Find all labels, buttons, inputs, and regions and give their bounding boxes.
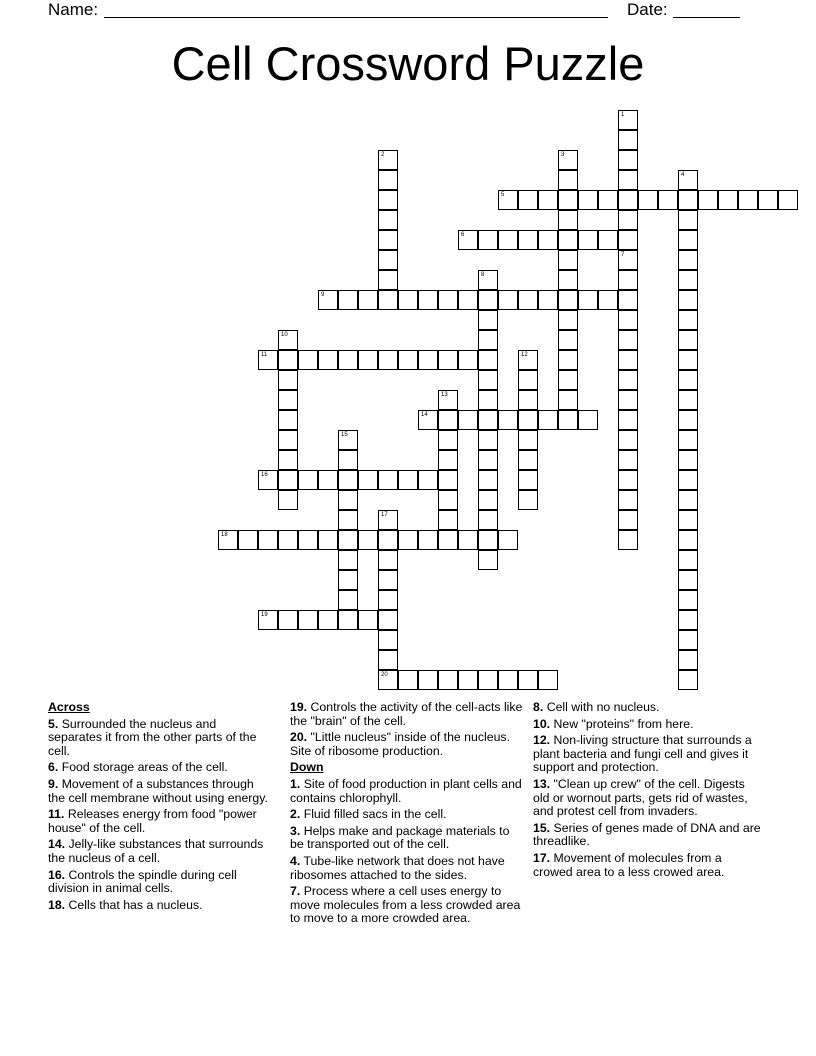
grid-cell[interactable]: [598, 230, 618, 250]
grid-cell[interactable]: [438, 410, 458, 430]
clue-across-18: 18. Cells that has a nucleus.: [48, 897, 203, 912]
clue-number: 19: [261, 612, 268, 618]
grid-cell[interactable]: [338, 490, 358, 510]
grid-cell[interactable]: [558, 390, 578, 410]
grid-cell[interactable]: [378, 510, 398, 530]
grid-cell[interactable]: [478, 350, 498, 370]
grid-cell[interactable]: [358, 470, 378, 490]
grid-cell[interactable]: [618, 190, 638, 210]
grid-cell[interactable]: [558, 210, 578, 230]
grid-cell[interactable]: [678, 450, 698, 470]
grid-cell[interactable]: [378, 230, 398, 250]
grid-cell[interactable]: [338, 550, 358, 570]
grid-cell[interactable]: [378, 250, 398, 270]
grid-cell[interactable]: [358, 530, 378, 550]
grid-cell[interactable]: [278, 450, 298, 470]
grid-cell[interactable]: [498, 530, 518, 550]
grid-cell[interactable]: [518, 290, 538, 310]
clues-column-3: [533, 701, 763, 882]
grid-cell[interactable]: [678, 370, 698, 390]
clue-number: 12: [521, 352, 528, 358]
clue-number: 6: [461, 232, 465, 238]
grid-cell[interactable]: [558, 370, 578, 390]
clue-down-3: 3. Helps make and package materials to be transported out of the cell.: [290, 823, 510, 852]
grid-cell[interactable]: [438, 670, 458, 690]
grid-cell[interactable]: [678, 590, 698, 610]
grid-cell[interactable]: [338, 350, 358, 370]
grid-cell[interactable]: [618, 270, 638, 290]
clue-number: 13: [441, 392, 448, 398]
grid-cell[interactable]: [278, 330, 298, 350]
clue-number: 5: [501, 192, 505, 198]
grid-cell[interactable]: [358, 290, 378, 310]
grid-cell[interactable]: [678, 210, 698, 230]
grid-cell[interactable]: [338, 450, 358, 470]
clue-down-4: 4. Tube-like network that does not have ribosomes attached to the sides.: [290, 853, 505, 882]
clue-across-5: 5. Surrounded the nucleus and separates it from the other parts of the cell.: [48, 716, 257, 758]
grid-cell[interactable]: [378, 350, 398, 370]
grid-cell[interactable]: [338, 510, 358, 530]
clue-number: 18: [221, 532, 228, 538]
grid-cell[interactable]: [558, 270, 578, 290]
grid-cell[interactable]: [278, 370, 298, 390]
clue-number: 9: [321, 292, 325, 298]
grid-cell[interactable]: [738, 190, 758, 210]
grid-cell[interactable]: [338, 570, 358, 590]
grid-cell[interactable]: [518, 370, 538, 390]
grid-cell[interactable]: [338, 470, 358, 490]
clue-number: 8: [481, 272, 485, 278]
grid-cell[interactable]: [618, 330, 638, 350]
grid-cell[interactable]: [618, 130, 638, 150]
clue-down-17: 17. Movement of molecules from a crowed area to a less crowed area.: [533, 850, 725, 879]
grid-cell[interactable]: [478, 310, 498, 330]
grid-cell[interactable]: [438, 530, 458, 550]
clue-down-8: 8. Cell with no nucleus.: [533, 700, 660, 714]
grid-cell[interactable]: [318, 290, 338, 310]
grid-cell[interactable]: [618, 370, 638, 390]
grid-cell[interactable]: [618, 350, 638, 370]
grid-cell[interactable]: [418, 350, 438, 370]
grid-cell[interactable]: [678, 530, 698, 550]
grid-cell[interactable]: [478, 270, 498, 290]
grid-cell[interactable]: [518, 230, 538, 250]
grid-cell[interactable]: [558, 410, 578, 430]
grid-cell[interactable]: [718, 190, 738, 210]
grid-cell[interactable]: [618, 110, 638, 130]
grid-cell[interactable]: [318, 610, 338, 630]
puzzle-title: Cell Crossword Puzzle: [171, 37, 645, 90]
grid-cell[interactable]: [298, 470, 318, 490]
grid-cell[interactable]: [598, 290, 618, 310]
grid-cell[interactable]: [278, 610, 298, 630]
clue-across-14: 14. Jelly-like substances that surrounds the nucleus of a cell.: [48, 837, 264, 865]
grid-cell[interactable]: [378, 150, 398, 170]
grid-cell[interactable]: [478, 290, 498, 310]
grid-cell[interactable]: [678, 430, 698, 450]
grid-cell[interactable]: [678, 170, 698, 190]
grid-cell[interactable]: [558, 150, 578, 170]
grid-cell[interactable]: [478, 450, 498, 470]
grid-cell[interactable]: [618, 170, 638, 190]
grid-cell[interactable]: [398, 530, 418, 550]
grid-cell[interactable]: [678, 610, 698, 630]
grid-cell[interactable]: [678, 470, 698, 490]
grid-cell[interactable]: [218, 530, 238, 550]
grid-cell[interactable]: [438, 490, 458, 510]
grid-cell[interactable]: [778, 190, 798, 210]
grid-cell[interactable]: [678, 490, 698, 510]
grid-cell[interactable]: [678, 410, 698, 430]
grid-cell[interactable]: [238, 530, 258, 550]
grid-cell[interactable]: [398, 350, 418, 370]
grid-cell[interactable]: [518, 430, 538, 450]
grid-cell[interactable]: [478, 550, 498, 570]
grid-cell[interactable]: [438, 290, 458, 310]
grid-cell[interactable]: [278, 530, 298, 550]
grid-cell[interactable]: [398, 470, 418, 490]
grid-cell[interactable]: [558, 190, 578, 210]
clue-number: 17: [381, 512, 388, 518]
grid-cell[interactable]: [638, 190, 658, 210]
grid-cell[interactable]: [338, 430, 358, 450]
grid-cell[interactable]: [378, 530, 398, 550]
clue-down-12: 12. Non-living structure that surrounds a plant bacteria and fungi cell and gives it support and protection.: [533, 733, 752, 775]
grid-cell[interactable]: [338, 590, 358, 610]
grid-cell[interactable]: [678, 190, 698, 210]
grid-cell[interactable]: [518, 350, 538, 370]
grid-cell[interactable]: [438, 470, 458, 490]
clue-down-7: 7. Process where a cell uses energy to move molecules from a less crowded area to move to a more crowded area.: [290, 884, 521, 926]
grid-cell[interactable]: [398, 290, 418, 310]
grid-cell[interactable]: [478, 390, 498, 410]
clue-across-16: 16. Controls the spindle during cell division in animal cells.: [48, 867, 237, 896]
clue-down-15: 15. Series of genes made of DNA and are threadlike.: [533, 820, 761, 849]
date-label: Date:: [627, 0, 668, 19]
grid-cell[interactable]: [518, 470, 538, 490]
grid-cell[interactable]: [678, 270, 698, 290]
grid-cell[interactable]: [338, 610, 358, 630]
grid-cell[interactable]: [558, 290, 578, 310]
grid-cell[interactable]: [498, 190, 518, 210]
grid-cell[interactable]: [298, 610, 318, 630]
grid-cell[interactable]: [378, 630, 398, 650]
clue-number: 7: [621, 252, 625, 258]
grid-cell[interactable]: [398, 670, 418, 690]
grid-cell[interactable]: [518, 190, 538, 210]
grid-cell[interactable]: [338, 290, 358, 310]
grid-cell[interactable]: [478, 530, 498, 550]
grid-cell[interactable]: [678, 330, 698, 350]
grid-cell[interactable]: [538, 670, 558, 690]
grid-cell[interactable]: [678, 670, 698, 690]
grid-cell[interactable]: [438, 390, 458, 410]
grid-cell[interactable]: [478, 670, 498, 690]
grid-cell[interactable]: [358, 610, 378, 630]
grid-cell[interactable]: [458, 670, 478, 690]
clue-number: 20: [381, 672, 388, 678]
grid-cell[interactable]: [558, 350, 578, 370]
grid-cell[interactable]: [618, 430, 638, 450]
clue-number: 2: [381, 152, 385, 158]
down-heading: Down: [290, 760, 324, 775]
grid-cell[interactable]: [518, 390, 538, 410]
grid-cell[interactable]: [318, 470, 338, 490]
grid-cell[interactable]: [378, 290, 398, 310]
grid-cell[interactable]: [538, 410, 558, 430]
clue-number: 16: [261, 472, 268, 478]
grid-cell[interactable]: [498, 410, 518, 430]
grid-cell[interactable]: [578, 290, 598, 310]
grid-cell[interactable]: [378, 570, 398, 590]
clue-down-2: 2. Fluid filled sacs in the cell.: [290, 807, 447, 822]
grid-cell[interactable]: [378, 190, 398, 210]
grid-cell[interactable]: [678, 350, 698, 370]
grid-cell[interactable]: [418, 470, 438, 490]
grid-cell[interactable]: [458, 290, 478, 310]
clue-across-6: 6. Food storage areas of the cell.: [48, 760, 228, 775]
grid-cell[interactable]: [578, 230, 598, 250]
clue-number: 15: [341, 432, 348, 438]
name-label: Name:: [48, 0, 99, 19]
grid-cell[interactable]: [278, 390, 298, 410]
grid-cell[interactable]: [358, 350, 378, 370]
grid-cell[interactable]: [378, 610, 398, 630]
clue-number: 1: [621, 112, 625, 118]
clue-number: 11: [261, 352, 268, 358]
grid-cell[interactable]: [418, 410, 438, 430]
grid-cell[interactable]: [498, 290, 518, 310]
grid-cell[interactable]: [258, 470, 278, 490]
grid-cell[interactable]: [278, 490, 298, 510]
grid-cell[interactable]: [478, 370, 498, 390]
grid-cell[interactable]: [458, 410, 478, 430]
grid-cell[interactable]: [698, 190, 718, 210]
grid-cell[interactable]: [498, 670, 518, 690]
grid-cell[interactable]: [538, 290, 558, 310]
grid-cell[interactable]: [518, 670, 538, 690]
grid-cell[interactable]: [258, 610, 278, 630]
grid-cell[interactable]: [678, 290, 698, 310]
grid-cell[interactable]: [618, 390, 638, 410]
grid-cell[interactable]: [518, 410, 538, 430]
grid-cell[interactable]: [258, 350, 278, 370]
grid-cell[interactable]: [298, 530, 318, 550]
grid-cell[interactable]: [378, 270, 398, 290]
grid-cell[interactable]: [618, 510, 638, 530]
grid-cell[interactable]: [678, 510, 698, 530]
grid-cell[interactable]: [518, 450, 538, 470]
grid-cell[interactable]: [478, 410, 498, 430]
grid-cell[interactable]: [618, 490, 638, 510]
across-heading: Across: [48, 700, 90, 714]
grid-cell[interactable]: [438, 350, 458, 370]
grid-cell[interactable]: [538, 230, 558, 250]
clue-across-11: 11. Releases energy from food "power house" of the cell.: [48, 807, 257, 835]
grid-cell[interactable]: [678, 230, 698, 250]
grid-cell[interactable]: [678, 630, 698, 650]
clues-column-2: [290, 701, 526, 929]
grid-cell[interactable]: [558, 330, 578, 350]
clue-across-20: 20. "Little nucleus" inside of the nucleus. Site of ribosome production.: [290, 730, 510, 758]
grid-cell[interactable]: [478, 490, 498, 510]
grid-cell[interactable]: [518, 490, 538, 510]
grid-cell[interactable]: [678, 550, 698, 570]
grid-cell[interactable]: [618, 530, 638, 550]
grid-cell[interactable]: [378, 590, 398, 610]
grid-cell[interactable]: [378, 470, 398, 490]
grid-cell[interactable]: [678, 390, 698, 410]
clue-number: 3: [561, 152, 565, 158]
grid-cell[interactable]: [578, 190, 598, 210]
clue-down-10: 10. New "proteins" from here.: [533, 716, 694, 731]
grid-cell[interactable]: [498, 230, 518, 250]
grid-cell[interactable]: [278, 430, 298, 450]
grid-cell[interactable]: [678, 250, 698, 270]
grid-cell[interactable]: [378, 170, 398, 190]
grid-cell[interactable]: [278, 470, 298, 490]
grid-cell[interactable]: [418, 290, 438, 310]
grid-cell[interactable]: [458, 230, 478, 250]
grid-cell[interactable]: [438, 430, 458, 450]
grid-cell[interactable]: [438, 510, 458, 530]
grid-cell[interactable]: [458, 530, 478, 550]
grid-cell[interactable]: [678, 310, 698, 330]
clue-number: 4: [681, 172, 685, 178]
grid-cell[interactable]: [558, 230, 578, 250]
grid-cell[interactable]: [438, 450, 458, 470]
clue-number: 10: [281, 332, 288, 338]
grid-cell[interactable]: [618, 410, 638, 430]
grid-cell[interactable]: [258, 530, 278, 550]
grid-cell[interactable]: [378, 550, 398, 570]
grid-cell[interactable]: [538, 190, 558, 210]
grid-cell[interactable]: [338, 530, 358, 550]
grid-cell[interactable]: [578, 410, 598, 430]
clue-down-13: 13. "Clean up crew" of the cell. Digests old or wornout parts, gets rid of wastes, and protest cell from invaders.: [533, 776, 748, 819]
grid-cell[interactable]: [278, 410, 298, 430]
grid-cell[interactable]: [318, 350, 338, 370]
clue-across-19: 19. Controls the activity of the cell-acts like the "brain" of the cell.: [290, 700, 523, 728]
clue-down-1: 1. Site of food production in plant cells and contains chlorophyll.: [290, 776, 522, 805]
grid-cell[interactable]: [378, 210, 398, 230]
clues-column-1: [48, 701, 270, 915]
grid-cell[interactable]: [678, 650, 698, 670]
grid-cell[interactable]: [618, 250, 638, 270]
grid-cell[interactable]: [378, 650, 398, 670]
grid-cell[interactable]: [478, 230, 498, 250]
grid-cell[interactable]: [678, 570, 698, 590]
grid-cell[interactable]: [318, 530, 338, 550]
grid-cell[interactable]: [558, 250, 578, 270]
grid-cell[interactable]: [618, 290, 638, 310]
grid-cell[interactable]: [478, 470, 498, 490]
grid-cell[interactable]: [298, 350, 318, 370]
grid-cell[interactable]: [378, 670, 398, 690]
grid-cell[interactable]: [618, 230, 638, 250]
grid-cell[interactable]: [618, 150, 638, 170]
grid-cell[interactable]: [418, 530, 438, 550]
grid-cell[interactable]: [618, 450, 638, 470]
grid-cell[interactable]: [418, 670, 438, 690]
grid-cell[interactable]: [758, 190, 778, 210]
grid-cell[interactable]: [618, 310, 638, 330]
grid-cell[interactable]: [478, 330, 498, 350]
grid-cell[interactable]: [618, 210, 638, 230]
grid-cell[interactable]: [458, 350, 478, 370]
grid-cell[interactable]: [658, 190, 678, 210]
grid-cell[interactable]: [598, 190, 618, 210]
grid-cell[interactable]: [558, 310, 578, 330]
grid-cell[interactable]: [558, 170, 578, 190]
grid-cell[interactable]: [478, 510, 498, 530]
clue-number: 14: [421, 412, 428, 418]
grid-cell[interactable]: [278, 350, 298, 370]
clue-across-9: 9. Movement of a substances through the cell membrane without using energy.: [48, 776, 268, 805]
grid-cell[interactable]: [618, 470, 638, 490]
grid-cell[interactable]: [478, 430, 498, 450]
